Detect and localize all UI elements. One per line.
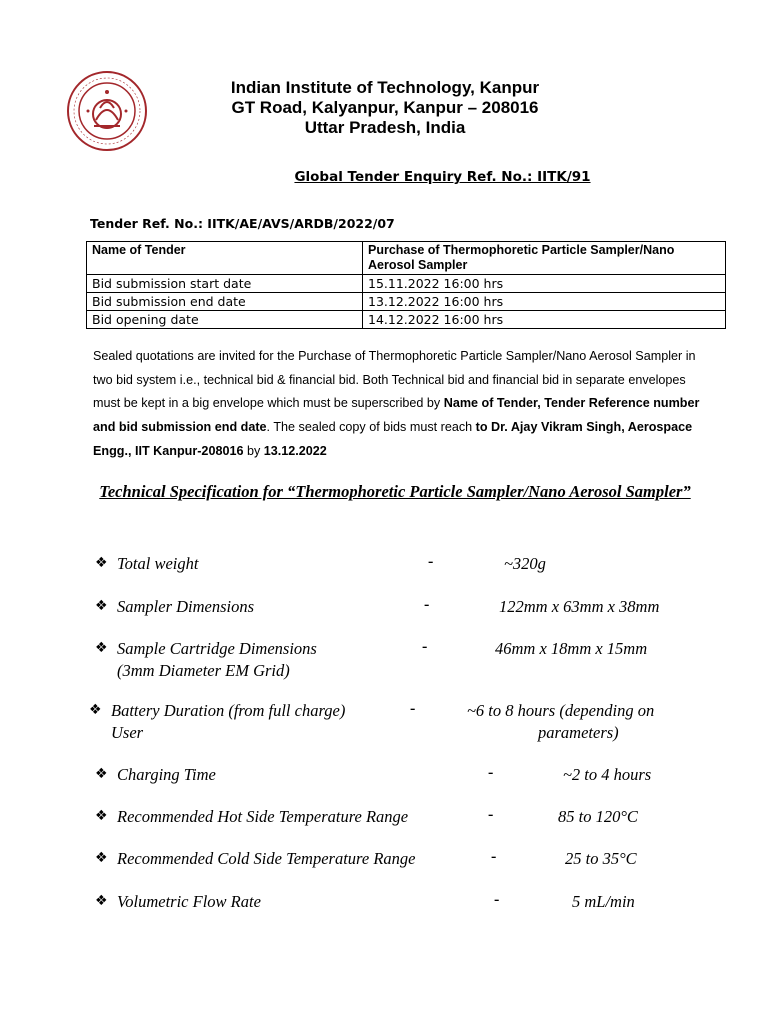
spec-dash: - <box>410 700 416 717</box>
spec-label: Recommended Hot Side Temperature Range <box>117 807 409 826</box>
spec-label: Battery Duration (from full charge) <box>111 701 346 720</box>
institute-address: GT Road, Kalyanpur, Kanpur – 208016 <box>231 98 539 117</box>
bullet-icon: ❖ <box>89 702 102 718</box>
para-bold: to Dr. Ajay Vikram Singh, Aerospace Engg., IIT Kanpur-208016 <box>93 420 693 458</box>
bullet-icon: ❖ <box>95 640 108 656</box>
bullet-icon: ❖ <box>95 598 108 614</box>
table-value: 15.11.2022 16:00 hrs <box>363 275 726 293</box>
invitation-paragraph <box>93 345 703 464</box>
spec-value-2: parameters) <box>538 723 619 742</box>
spec-dash: - <box>491 848 497 865</box>
enquiry-ref: Global Tender Enquiry Ref. No.: IITK/91 <box>294 169 591 185</box>
spec-dash: - <box>488 764 494 781</box>
table-value: 13.12.2022 16:00 hrs <box>363 293 726 311</box>
bullet-icon: ❖ <box>95 850 108 866</box>
spec-value: ~320g <box>504 554 546 573</box>
tender-ref-label: Tender Ref. No.: <box>90 216 208 231</box>
table-value: Purchase of Thermophoretic Particle Sampler/Nano Aerosol Sampler <box>363 242 726 275</box>
para-text: . The sealed copy of bids must reach <box>266 420 476 435</box>
table-row <box>87 293 726 311</box>
tender-table <box>86 241 726 329</box>
institute-state: Uttar Pradesh, India <box>304 118 466 137</box>
spec-value: ~6 to 8 hours (depending on <box>467 701 655 720</box>
table-row <box>87 311 726 329</box>
institute-name: Indian Institute of Technology, Kanpur <box>230 78 540 97</box>
table-row <box>87 275 726 293</box>
table-row <box>87 242 726 275</box>
bullet-icon: ❖ <box>95 766 108 782</box>
spec-label-2: (3mm Diameter EM Grid) <box>117 661 290 680</box>
spec-label: Charging Time <box>117 765 216 784</box>
bullet-icon: ❖ <box>95 555 108 571</box>
spec-dash: - <box>428 553 434 570</box>
bullet-icon: ❖ <box>95 808 108 824</box>
para-bold: 13.12.2022 <box>263 443 327 458</box>
spec-dash: - <box>494 891 500 908</box>
para-text: by <box>243 443 264 458</box>
table-label: Name of Tender <box>87 242 363 275</box>
spec-value: ~2 to 4 hours <box>563 765 652 784</box>
para-bold: Name of Tender, Tender Reference number and bid submission end date <box>93 396 700 435</box>
tender-ref <box>90 216 395 231</box>
spec-value: 85 to 120°C <box>558 807 638 826</box>
spec-dash: - <box>488 806 494 823</box>
table-label: Bid submission start date <box>87 275 363 293</box>
spec-label: Sample Cartridge Dimensions <box>117 639 317 658</box>
spec-label: Recommended Cold Side Temperature Range <box>117 849 416 868</box>
table-value: 14.12.2022 16:00 hrs <box>363 311 726 329</box>
spec-label: Total weight <box>117 554 199 573</box>
para-text: Sealed quotations are invited for the Purchase of Thermophoretic Particle Sampler/Nano Aerosol Sampler in two bid system i.e., technical bid & financial bid. Both Technical bid and financial bid in separate envelopes must be kept in a big envelope which must be superscribed by <box>93 349 696 411</box>
spec-value: 122mm x 63mm x 38mm <box>499 597 660 616</box>
table-label: Bid submission end date <box>87 293 363 311</box>
spec-value: 5 mL/min <box>572 892 635 911</box>
bullet-icon: ❖ <box>95 893 108 909</box>
tender-ref-value: IITK/AE/AVS/ARDB/2022/07 <box>207 216 395 231</box>
spec-label-2: User <box>111 723 144 742</box>
spec-dash: - <box>422 638 428 655</box>
spec-title: Technical Specification for “Thermophoretic Particle Sampler/Nano Aerosol Sampler” <box>99 482 691 501</box>
spec-dash: - <box>424 596 430 613</box>
spec-label: Volumetric Flow Rate <box>117 892 261 911</box>
spec-label: Sampler Dimensions <box>117 597 255 616</box>
spec-value: 25 to 35°C <box>565 849 637 868</box>
spec-value: 46mm x 18mm x 15mm <box>495 639 648 658</box>
table-label: Bid opening date <box>87 311 363 329</box>
